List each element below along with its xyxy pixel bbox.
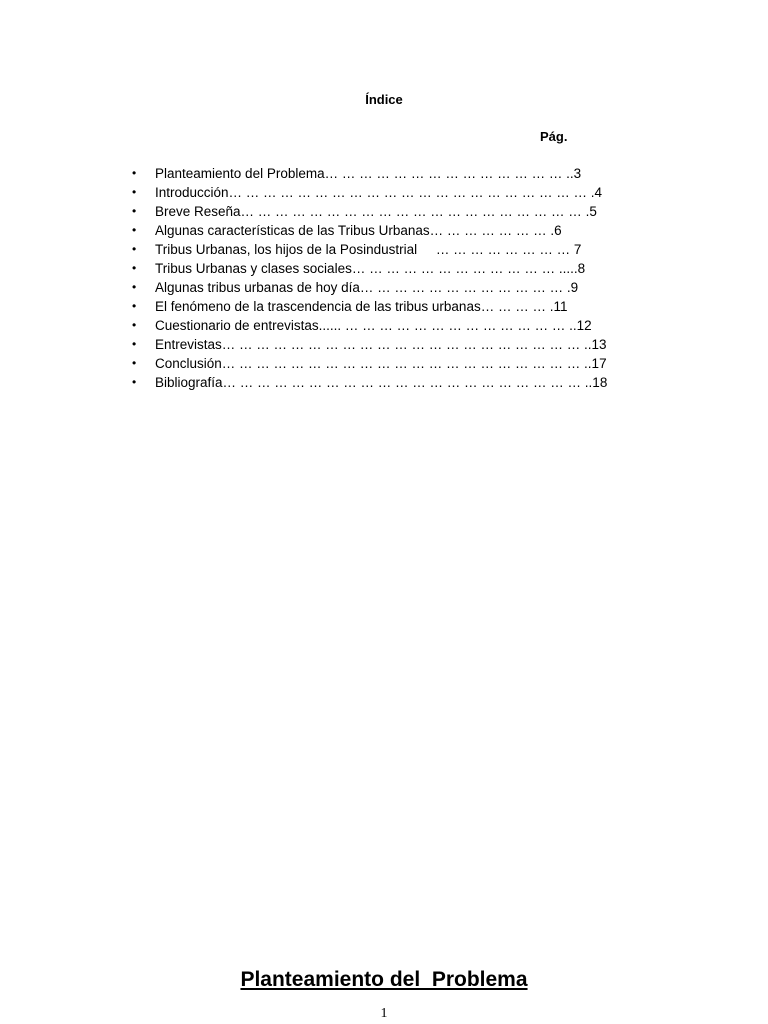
toc-entry-text: Entrevistas… … … … … … … … … … … … … … … … … … … … … ..13 <box>155 337 607 352</box>
page-number: 1 <box>380 1006 388 1021</box>
bullet-icon: • <box>132 261 137 275</box>
toc-entry-text: Planteamiento del Problema… … … … … … … … … … … … … … ..3 <box>155 166 582 181</box>
bullet-icon: • <box>132 242 137 256</box>
bullet-icon: • <box>132 280 137 294</box>
toc-entry-text: Conclusión… … … … … … … … … … … … … … … … … … … … … ..17 <box>155 356 607 371</box>
index-title: Índice <box>365 92 403 107</box>
bullet-icon: • <box>132 356 137 370</box>
toc-entry-text: Bibliografía… … … … … … … … … … … … … … … … … … … … … ..18 <box>155 375 608 390</box>
bullet-icon: • <box>132 337 137 351</box>
section-heading: Planteamiento del Problema <box>240 968 528 991</box>
toc-entry-text: El fenómeno de la trascendencia de las tribus urbanas… … … … .11 <box>155 299 568 314</box>
bullet-icon: • <box>132 166 137 180</box>
toc-entry-text: Tribus Urbanas, los hijos de la Posindustrial … … … … … … … … 7 <box>155 242 582 257</box>
toc-entry-text: Introducción… … … … … … … … … … … … … … … … … … … … … .4 <box>155 185 603 200</box>
toc-entry-text: Tribus Urbanas y clases sociales… … … … … … … … … … … … .....8 <box>155 261 586 276</box>
bullet-icon: • <box>132 375 137 389</box>
bullet-icon: • <box>132 185 137 199</box>
toc-entry-text: Breve Reseña… … … … … … … … … … … … … … … … … … … … .5 <box>155 204 597 219</box>
bullet-icon: • <box>132 299 137 313</box>
toc-entry-text: Algunas características de las Tribus Urbanas… … … … … … … .6 <box>155 223 562 238</box>
page-column-header: Pág. <box>540 129 568 144</box>
bullet-icon: • <box>132 204 137 218</box>
bullet-icon: • <box>132 223 137 237</box>
toc-entry-text: Algunas tribus urbanas de hoy día… … … … … … … … … … … … .9 <box>155 280 579 295</box>
toc-entry-text: Cuestionario de entrevistas...... … … … … … … … … … … … … … ..12 <box>155 318 592 333</box>
bullet-icon: • <box>132 318 137 332</box>
